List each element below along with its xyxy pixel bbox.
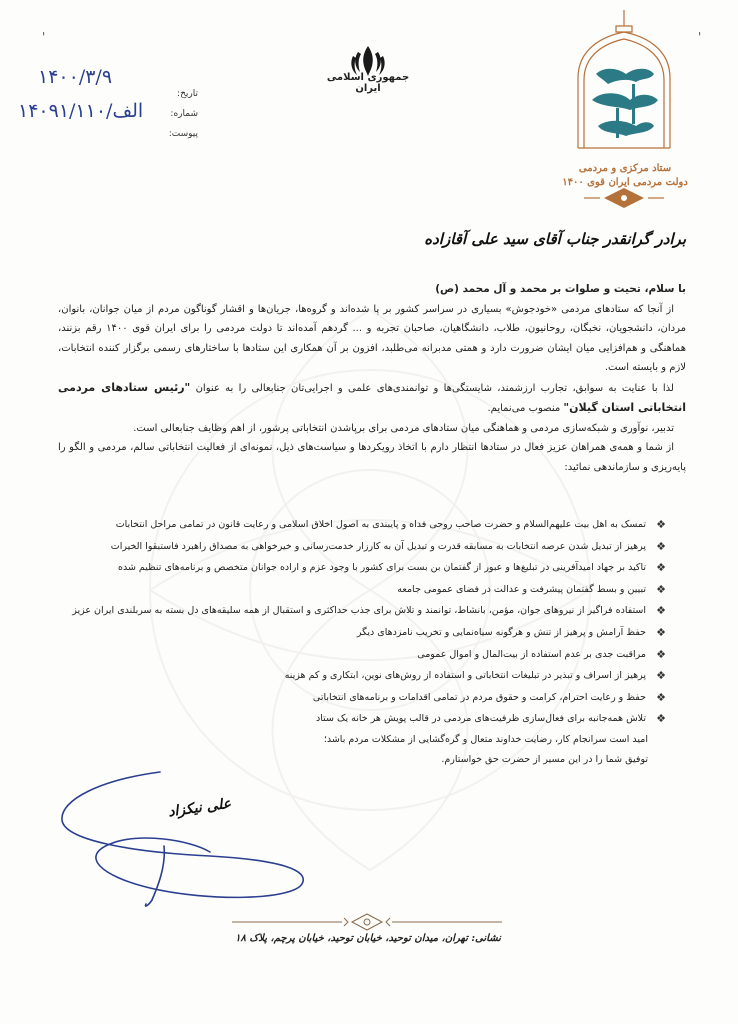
list-item: ❖ استفاده فراگیر از نیروهای جوان، مؤمن، بانشاط، توانمند و تلاش برای جذب حداکثری و استقبال از همه سلیقه‌های دل بسته به سربلندی ایران عزیز	[58, 600, 666, 622]
diamond-bullet-icon: ❖	[656, 647, 666, 661]
greeting-line: با سلام، تحیت و صلوات بر محمد و آل محمد (ص)	[435, 283, 686, 295]
footer-address: نشانی: تهران، میدان توحید، خیابان توحید، خیابان پرچم، پلاک ۱۸	[235, 933, 501, 944]
date-value: ۱۴۰۰/۳/۹	[38, 66, 113, 88]
footer-ornament	[232, 912, 502, 932]
date-label: تاریخ:	[177, 89, 198, 99]
policy-list	[58, 514, 666, 730]
salutation-heading: برادر گرانقدر جناب آقای سید علی آقازاده	[424, 230, 686, 248]
corner-mark-right: '	[698, 30, 702, 44]
list-item: ❖ حفظ و رعایت احترام، کرامت و حقوق مردم در تمامی اقدامات و برنامه‌های انتخاباتی	[58, 687, 666, 709]
paragraph-1: از آنجا که ستادهای مردمی «خودجوش» بسیاری در سراسر کشور بر پا شده‌اند و گروه‌ها، جریان‌ها و اقشار گوناگون مردم از میان جوانان، بانوان، مردان، دانشجویان، نخبگان، روحانیون، طلاب، دانشگاهیان، صاحبان تجربه و ... گردهم آمده‌اند تا دولت مردمی را برای ایران قوی ۱۴۰۰ رقم بزنند، هماهنگی و هم‌افزایی میان ایشان ضرورت دارد و همتی مدبرانه می‌طلبد، افزون بر آن همکاری این ستادها با ساختارهای رسمی برگزار کننده انتخابات، لازم و بایسته است.	[58, 303, 686, 373]
diamond-bullet-icon: ❖	[656, 625, 666, 639]
republic-label: جمهوری اسلامی ایران	[326, 72, 410, 94]
corner-mark-left: '	[42, 30, 46, 44]
diamond-bullet-icon: ❖	[656, 561, 666, 575]
diamond-bullet-icon: ❖	[656, 582, 666, 596]
closing-line-2: توفیق شما را در این مسیر از حضرت حق خواستارم.	[441, 754, 648, 765]
list-item: ❖ مراقبت جدی بر عدم استفاده از بیت‌المال و اموال عمومی	[58, 644, 666, 666]
list-item: ❖ تبیین و بسط گفتمان پیشرفت و عدالت در فضای عمومی جامعه	[58, 579, 666, 601]
diamond-bullet-icon: ❖	[656, 690, 666, 704]
handwritten-signature	[40, 760, 320, 920]
list-item: ❖ حفظ آرامش و پرهیز از تنش و هرگونه سیاه‌نمایی و تخریب نامزدهای دیگر	[58, 622, 666, 644]
appointment-title: "رئیس ستادهای مردمی انتخاباتی استان گیلان"	[58, 380, 686, 414]
list-item: ❖ تلاش همه‌جانبه برای فعال‌سازی ظرفیت‌های مردمی در قالب پویش هر خانه یک ستاد	[58, 708, 666, 730]
logo-line-2: دولت مردمی ایران قوی ۱۴۰۰	[562, 177, 688, 188]
diamond-bullet-icon: ❖	[656, 712, 666, 726]
signatory-name: علی نیکزاد	[167, 795, 233, 821]
letter-body	[58, 280, 686, 477]
logo-line-1: ستاد مرکزی و مردمی	[578, 163, 672, 174]
diamond-bullet-icon: ❖	[656, 604, 666, 618]
paragraph-3: تدبیر، نوآوری و شبکه‌سازی مردمی و هماهنگی میان ستادهای مردمی برای برپاشدن انتخاباتی پرشور، از اهم وظایف جنابعالی است.	[133, 422, 674, 434]
list-item: ❖ پرهیز از تبدیل شدن عرصه انتخابات به مسابقه قدرت و تبدیل آن به کارزار خدمت‌رسانی و خیرخواهی به مصداق راهبرد فاستبقوا الخیرات	[58, 536, 666, 558]
paragraph-2-start: لذا با عنایت به سوابق، تجارب ارزشمند، شایستگی‌ها و توانمندی‌های علمی و اجرایی‌تان جنابعالی را به عنوان	[195, 382, 674, 394]
list-item: ❖ پرهیز از اسراف و تبذیر در تبلیغات انتخاباتی و استفاده از روش‌های نوین، ابتکاری و کم هزینه	[58, 665, 666, 687]
diamond-bullet-icon: ❖	[656, 539, 666, 553]
attachment-label: پیوست:	[168, 129, 198, 139]
number-value: ۱۴۰۹۱/۱۱۰/الف	[18, 100, 144, 122]
diamond-bullet-icon: ❖	[656, 669, 666, 683]
closing-line-1: امید است سرانجام کار، رضایت خداوند متعال و گره‌گشایی از مشکلات مردم باشد؛	[323, 734, 648, 745]
diamond-bullet-icon: ❖	[656, 518, 666, 531]
paragraph-2-end: منصوب می‌نمایم.	[487, 403, 561, 414]
list-item: ❖ تاکید بر جهاد امیدآفرینی در تبلیغ‌ها و عبور از گفتمان بن بست برای کشور با وجود عزم و اراده جوانان متخصص و برنامه‌های تنظیم شده	[58, 557, 666, 579]
letter-meta	[158, 84, 198, 144]
number-label: شماره:	[170, 109, 198, 119]
paragraph-2	[58, 378, 686, 419]
logo-text	[556, 162, 694, 190]
paragraph-4: از شما و همه‌ی همراهان عزیز فعال در ستادها انتظار دارم با اتخاذ رویکردها و سیاست‌های ذیل، نمونه‌ای از فعالیت انتخاباتی سالم، مردمی و الگو را پایه‌ریزی و سازماندهی نمائید:	[58, 442, 686, 473]
list-item: ❖ تمسک به اهل بیت علیهم‌السلام و حضرت صاحب روحی فداه و پایبندی به اصول اخلاق اسلامی و رعایت قانون در تمامی مراحل انتخابات	[58, 514, 666, 536]
